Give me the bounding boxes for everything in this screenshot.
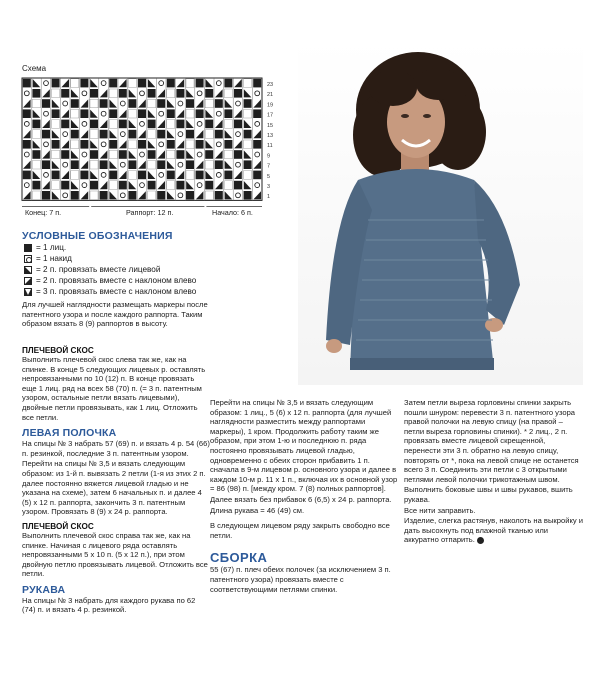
chart-cell-knit	[80, 109, 88, 118]
chart-cell-knit	[100, 99, 108, 108]
chart-cell-empty	[186, 79, 194, 88]
legend-item: = 3 п. провязать вместе с наклоном влево	[24, 286, 294, 297]
chart-row-number: 15	[267, 122, 274, 129]
chart-row-number: 13	[267, 132, 274, 139]
chart-cell-empty	[167, 150, 175, 159]
chart-cell-knit	[196, 171, 204, 180]
chart-cell-empty	[71, 171, 79, 180]
sleeve-length: Длина рукава = 46 (49) см.	[210, 505, 305, 515]
chart-cell-empty	[109, 150, 117, 159]
chart-cell-knit	[244, 160, 252, 169]
chart-cell-knit	[80, 140, 88, 149]
chart-cell-knit	[234, 120, 242, 129]
chart-row-number: 19	[267, 102, 274, 109]
chart-cell-knit	[176, 89, 184, 98]
model-photo	[298, 40, 583, 385]
chart-cell-knit	[186, 160, 194, 169]
section-title-sleeves: РУКАВА	[22, 583, 66, 596]
chart-cell-knit	[196, 79, 204, 88]
chart-cell-knit	[157, 191, 165, 200]
legend-item: = 2 п. провязать вместе с наклоном влево	[24, 275, 294, 286]
chart-cell-empty	[148, 191, 156, 200]
chart-cell-knit	[52, 79, 60, 88]
chart-title: Схема	[22, 64, 47, 73]
chart-cell-knit	[234, 150, 242, 159]
chart-cell-empty	[186, 109, 194, 118]
chart-cell-knit	[61, 120, 69, 129]
chart-cell-knit	[224, 171, 232, 180]
chart-cell-knit	[71, 130, 79, 139]
chart-cell-empty	[205, 191, 213, 200]
shoulder-2-text: Выполнить плечевой скос справа так же, как на спинке. Начиная с лицевого ряда оставлять непровязанными 5 х 10 п. (5 х 12 п.), при этом двойную петлю провязывать лицевой. Отложить все петли.	[22, 530, 208, 579]
sleeve-text-2: Далее вязать без прибавок 6 (6,5) х 24 р. раппорта.	[210, 494, 392, 504]
chart-cell-knit	[128, 160, 136, 169]
chart-cell-empty	[148, 99, 156, 108]
column-1	[22, 346, 210, 616]
left-front-text-1: На спицы № 3 набрать 57 (69) п. и вязать 4 р. 54 (66) п. резинкой, последние 3 п. патентным узором.	[22, 439, 210, 458]
legend-list	[24, 242, 294, 297]
chart-cell-knit	[234, 89, 242, 98]
seams-text: Выполнить боковые швы и швы рукавов, вшить рукава.	[404, 485, 573, 504]
chart-cell-knit	[148, 181, 156, 190]
chart-cell-knit	[109, 109, 117, 118]
chart-label-end: Конец: 7 п.	[25, 208, 62, 217]
chart-row-number: 23	[267, 81, 274, 88]
chart-cell-knit	[42, 130, 50, 139]
chart-cell-knit	[128, 191, 136, 200]
chart-cell-knit	[215, 99, 223, 108]
chart-cell-knit	[128, 130, 136, 139]
chart-cell-empty	[90, 99, 98, 108]
chart-cell-knit	[215, 160, 223, 169]
chart-cell-knit	[253, 140, 261, 149]
chart-cell-knit	[224, 140, 232, 149]
chart-cell-knit	[253, 171, 261, 180]
chart-cell-knit	[61, 89, 69, 98]
chart-cell-knit	[119, 120, 127, 129]
blocking-text: Изделие, слегка растянув, наколоть на выкройку и дать высохнуть под влажной тканью или аккуратно отпарить.	[404, 516, 583, 545]
chart-row-number: 5	[267, 173, 271, 180]
chart-cell-empty	[109, 120, 117, 129]
chart-cell-empty	[109, 181, 117, 190]
chart-cell-empty	[71, 140, 79, 149]
chart-cell-empty	[32, 99, 40, 108]
legend-note: Для лучшей наглядности размещать маркеры после патентного узора и после каждого раппорта. Таким образом вязать 8 (9) раппортов в высоту.	[22, 300, 208, 329]
chart-cell-empty	[32, 130, 40, 139]
chart-cell-empty	[128, 171, 136, 180]
chart-cell-knit	[100, 191, 108, 200]
chart-cell-knit	[186, 130, 194, 139]
chart-cell-empty	[244, 140, 252, 149]
chart-cell-knit	[42, 191, 50, 200]
end-mark-icon	[477, 537, 484, 544]
chart-cell-knit	[215, 191, 223, 200]
chart-cell-knit	[157, 130, 165, 139]
chart-cell-knit	[205, 120, 213, 129]
chart-cell-knit	[205, 150, 213, 159]
chart-cell-knit	[80, 171, 88, 180]
chart-row-number: 9	[267, 153, 271, 160]
chart-cell-knit	[224, 79, 232, 88]
chart-cell-knit	[52, 171, 60, 180]
chart-cell-empty	[167, 181, 175, 190]
chart-cell-knit	[109, 140, 117, 149]
chart-cell-knit	[90, 120, 98, 129]
chart-cell-knit	[148, 89, 156, 98]
chart-cell-empty	[224, 181, 232, 190]
chart-cell-empty	[244, 79, 252, 88]
chart-cell-knit	[71, 191, 79, 200]
chart-cell-knit	[109, 171, 117, 180]
chart-cell-empty	[52, 89, 60, 98]
section-title-assembly: СБОРКА	[210, 550, 268, 566]
chart-cell-knit	[215, 130, 223, 139]
chart-cell-knit	[205, 89, 213, 98]
chart-cell-knit	[224, 109, 232, 118]
chart-cell-empty	[244, 171, 252, 180]
chart-cell-empty	[90, 130, 98, 139]
assembly-text: 55 (67) п. плеч обеих полочек (за исключением 3 п. патентного узора) провязать вместе с соответствующими петлями спинки.	[210, 565, 391, 594]
sleeve-text-1: Перейти на спицы № 3,5 и вязать следующим образом: 1 лиц., 5 (6) х 12 п. раппорта (для лучшей наглядности разместить между раппортами маркеры), 1 кром. Продолжить работу таким же образом, при этом 1-ю и последнюю п. ряда постоянно провязывать лицевой гладью, одновременно с обеих сторон прибавить 1 п. сначала в 9-м лицевом р. основного узора и далее в каждом 10-м р. 11 х 1 п., включая их в основной узор = 86 (98) п. [между кром. 7 (8) полных раппортов].	[210, 398, 398, 494]
chart-cell-knit	[109, 79, 117, 88]
chart-cell-empty	[128, 140, 136, 149]
chart-cell-empty	[32, 191, 40, 200]
chart-cell-knit	[42, 160, 50, 169]
sleeves-text: На спицы № 3 набрать для каждого рукава по 62 (74) п. и вязать 4 р. резинкой.	[22, 595, 196, 615]
chart-cell-knit	[100, 130, 108, 139]
chart-cell-knit	[23, 171, 31, 180]
chart-label-start: Начало: 6 п.	[212, 208, 253, 217]
chart-cell-knit	[90, 150, 98, 159]
section-title-shoulder: ПЛЕЧЕВОЙ СКОС	[22, 346, 94, 355]
chart-cell-knit	[90, 181, 98, 190]
chart-row-number: 3	[267, 183, 271, 190]
chart-cell-empty	[205, 99, 213, 108]
chart-cell-knit	[100, 160, 108, 169]
chart-row-number: 7	[267, 163, 271, 170]
legend-title: УСЛОВНЫЕ ОБОЗНАЧЕНИЯ	[22, 230, 173, 242]
chart-cell-empty	[109, 89, 117, 98]
chart-cell-knit	[42, 99, 50, 108]
chart-cell-knit	[52, 109, 60, 118]
chart-cell-empty	[148, 130, 156, 139]
chart-cell-knit	[196, 109, 204, 118]
chart-cell-knit	[234, 181, 242, 190]
chart-cell-knit	[80, 79, 88, 88]
chart-cell-knit	[253, 109, 261, 118]
chart-cell-knit	[167, 140, 175, 149]
legend-item: = 1 лиц.	[24, 242, 294, 253]
chart-cell-knit	[244, 99, 252, 108]
knitting-chart	[20, 76, 290, 218]
chart-cell-empty	[224, 150, 232, 159]
legend-item: = 1 накид	[24, 253, 294, 264]
left-front-text-2: Перейти на спицы № 3,5 и вязать следующим образом: из 1-й п. вывязать 2 петли (1-я из этих 2 п. далее постоянно вяжется лицевой гладью и не указана на схеме), затем 6 начальных п. и далее 4 (5) х 12 п. раппорта, закончить 3 п. патентным узором. Провязать 8 (9) х 24 р. раппорта.	[22, 459, 206, 517]
chart-cell-knit	[157, 99, 165, 108]
chart-cell-knit	[138, 171, 146, 180]
chart-cell-knit	[244, 130, 252, 139]
circle-icon	[24, 255, 32, 263]
chart-cell-empty	[52, 150, 60, 159]
chart-cell-empty	[167, 89, 175, 98]
chart-cell-knit	[71, 99, 79, 108]
triple-decrease-icon	[24, 288, 32, 296]
chart-cell-empty	[128, 109, 136, 118]
chart-cell-knit	[138, 109, 146, 118]
chart-cell-knit	[23, 140, 31, 149]
chart-cell-knit	[138, 140, 146, 149]
chart-cell-empty	[32, 160, 40, 169]
chart-cell-knit	[244, 191, 252, 200]
chart-cell-knit	[61, 150, 69, 159]
chart-cell-empty	[244, 109, 252, 118]
chart-cell-empty	[52, 120, 60, 129]
chart-cell-empty	[186, 171, 194, 180]
chart-row-number: 17	[267, 112, 274, 119]
black-square-icon	[24, 244, 32, 252]
chart-cell-knit	[61, 181, 69, 190]
chart-cell-empty	[167, 120, 175, 129]
section-title-shoulder-2: ПЛЕЧЕВОЙ СКОС	[22, 521, 94, 531]
chart-cell-knit	[128, 99, 136, 108]
chart-row-number: 21	[267, 92, 274, 99]
chart-row-number: 11	[267, 143, 273, 150]
chart-cell-knit	[32, 89, 40, 98]
chart-cell-empty	[90, 160, 98, 169]
chart-cell-empty	[71, 109, 79, 118]
chart-cell-knit	[32, 181, 40, 190]
chart-cell-knit	[176, 150, 184, 159]
chart-cell-knit	[52, 140, 60, 149]
chart-cell-knit	[138, 79, 146, 88]
chart-cell-knit	[148, 120, 156, 129]
legend-item: = 2 п. провязать вместе лицевой	[24, 264, 294, 275]
chart-cell-knit	[196, 140, 204, 149]
chart-cell-knit	[167, 171, 175, 180]
column-2	[210, 398, 398, 595]
column-3	[404, 398, 584, 546]
decrease-right-icon	[24, 266, 32, 274]
assembly-text-2: Затем петли выреза горловины спинки закрыть пошли шнуром: перевести 3 п. патентного узора правой полочки на левую спицу (на правой – петли выреза горловины спинки). * 2 лиц., 2 п. провязать вместе лицевой скрещенной, перенести эти 3 п. обратно на левую спицу, повторять от *, пока на левой спице не останется всего 3 п. Соединить эти петли с 3 открытыми петлями левой полочки трикотажным швом.	[404, 398, 579, 484]
chart-cell-empty	[205, 130, 213, 139]
chart-cell-empty	[52, 181, 60, 190]
chart-cell-knit	[186, 99, 194, 108]
model-illustration	[298, 40, 583, 385]
chart-cell-knit	[167, 79, 175, 88]
sleeve-bind-off: В следующем лицевом ряду закрыть свободно все петли.	[210, 521, 390, 540]
chart-cell-knit	[148, 150, 156, 159]
chart-cell-knit	[32, 120, 40, 129]
chart-cell-knit	[32, 150, 40, 159]
chart-cell-empty	[128, 79, 136, 88]
decrease-left-icon	[24, 277, 32, 285]
chart-cell-knit	[119, 181, 127, 190]
chart-cell-knit	[176, 120, 184, 129]
chart-cell-empty	[148, 160, 156, 169]
chart-row-number: 1	[267, 194, 271, 201]
chart-cell-knit	[23, 79, 31, 88]
chart-cell-knit	[90, 89, 98, 98]
chart-cell-knit	[167, 109, 175, 118]
chart-label-repeat: Раппорт: 12 п.	[126, 208, 174, 217]
section-title-left-front: ЛЕВАЯ ПОЛОЧКА	[22, 427, 117, 440]
chart-cell-knit	[119, 89, 127, 98]
chart-cell-empty	[224, 89, 232, 98]
chart-cell-knit	[176, 181, 184, 190]
chart-cell-empty	[186, 140, 194, 149]
chart-cell-knit	[186, 191, 194, 200]
chart-cell-empty	[205, 160, 213, 169]
chart-cell-knit	[71, 160, 79, 169]
chart-cell-knit	[253, 79, 261, 88]
chart-cell-empty	[224, 120, 232, 129]
chart-cell-empty	[90, 191, 98, 200]
shoulder-text: Выполнить плечевой скос слева так же, как на спинке. В конце 5 следующих лицевых р. оставлять непровязанными по 10 (12) п. В конце провязать еще 1 лиц. ряд на всех 58 (70) п. (= 3 п. патентным узором, остальные петли вязать лицевыми), двойные петли провязывать, как 1 лиц. Отложить все петли.	[22, 355, 206, 422]
chart-cell-knit	[157, 160, 165, 169]
chart-cell-knit	[119, 150, 127, 159]
chart-cell-knit	[23, 109, 31, 118]
chart-cell-knit	[205, 181, 213, 190]
chart-cell-empty	[71, 79, 79, 88]
finish-text: Все нити заправить.	[404, 505, 476, 515]
